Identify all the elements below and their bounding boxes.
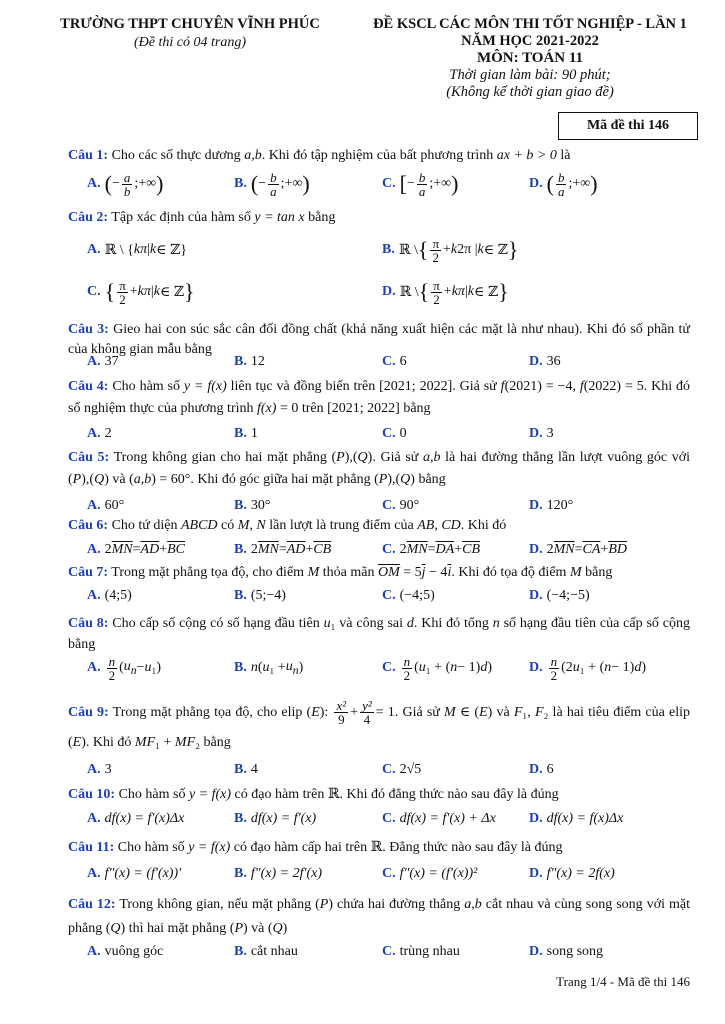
question-label: Câu 7: xyxy=(68,565,109,580)
option-d[interactable]: D. f"(x) = 2f(x) xyxy=(529,866,615,881)
option-a[interactable]: A. df(x) = f'(x)Δx xyxy=(87,811,185,826)
question-9: Câu 9: Trong mặt phẳng tọa độ, cho elip (E): $\frac{\text{x²}}{9}$ + $\frac{\text{y²}}{4}$ = 1. Giả sử M ∈ (E) và F₁, F₂ là hai tiêu điểm của elip (E). Khi đó MF₁ + MF₂ bằng xyxy=(68,698,690,750)
question-8: Câu 8: Cho cấp số cộng có số hạng đầu tiên u₁ và công sai d. Khi đó tổng n số hạng đầu tiên của cấp số cộng bằng xyxy=(68,616,690,652)
question-6-options xyxy=(87,536,697,564)
exam-title: ĐỀ KSCL CÁC MÔN THI TỐT NGHIỆP - LẦN 1 xyxy=(373,16,687,32)
option-a[interactable]: A. 37 xyxy=(87,354,119,369)
question-2: Câu 2: Tập xác định của hàm số y = tan x bằng xyxy=(68,210,336,225)
option-b[interactable]: B. 4 xyxy=(234,762,258,777)
question-label: Câu 2: xyxy=(68,210,109,225)
header-right xyxy=(340,16,720,101)
option-c[interactable]: C. 6 xyxy=(382,354,407,369)
question-2-options-row1 xyxy=(87,236,697,264)
option-b[interactable]: B. f"(x) = 2f'(x) xyxy=(234,866,323,881)
option-d[interactable]: D. 6 xyxy=(529,762,554,777)
option-b[interactable]: B. 30° xyxy=(234,498,271,513)
question-6: Câu 6: Cho tứ diện ABCD có M, N lần lượt là trung điểm của AB, CD. Khi đó xyxy=(68,518,507,533)
option-c[interactable]: C. [ − $\frac{b}{a}$ ;+∞ ) xyxy=(382,169,459,199)
page-footer: Trang 1/4 - Mã đề thi 146 xyxy=(556,974,690,989)
option-c[interactable]: C. $\frac{n}{2}$ ( u ₁ + ( n − 1) d ) xyxy=(382,653,492,683)
header-left xyxy=(40,16,340,51)
option-c[interactable]: C. df(x) = f'(x) + Δx xyxy=(382,811,496,826)
question-8-options xyxy=(87,654,697,686)
question-4-options xyxy=(87,420,697,448)
option-a[interactable]: A. 3 xyxy=(87,762,112,777)
question-7: Câu 7: Trong mặt phẳng tọa độ, cho điểm M thỏa mãn $\overline{OM} = 5\overline{j} - 4\overline{i}$. Khi đó tọa độ điểm M bằng xyxy=(68,565,613,580)
option-c[interactable]: C. 0 xyxy=(382,426,407,441)
question-4: Câu 4: Cho hàm số y = f(x) liên tục và đồng biến trên [2021; 2022]. Giả sử f(2021) = −4, f(2022) = 5. Khi đó số nghiệm thực của phương trình f(x) = 0 trên [2021; 2022] bằng xyxy=(68,379,690,416)
option-d[interactable]: D. (−4;−5) xyxy=(529,588,590,603)
question-10-options xyxy=(87,805,697,833)
option-c[interactable]: C. { $\frac{\pi}{2}$ + kπ | k ∈ ℤ } xyxy=(87,277,195,307)
option-d[interactable]: D. 3 xyxy=(529,426,554,441)
exam-time: Thời gian làm bài: 90 phút; xyxy=(449,67,611,83)
question-label: Câu 3: xyxy=(68,322,109,337)
question-5: Câu 5: Trong không gian cho hai mặt phẳng (P),(Q). Giả sử a,b là hai đường thẳng lần lượt vuông góc với (P),(Q) và (a,b) = 60°. Khi đó góc giữa hai mặt phẳng (P),(Q) bằng xyxy=(68,450,691,487)
pages-note: (Đề thi có 04 trang) xyxy=(134,35,246,50)
option-b[interactable]: B. ℝ \ { $\frac{\pi}{2}$ + k 2π | k ∈ ℤ } xyxy=(382,235,519,265)
question-12-options xyxy=(87,938,697,966)
option-b[interactable]: B. df(x) = f'(x) xyxy=(234,811,317,826)
option-a[interactable]: A. 2 $\overline{MN}$ = $\overline{AD}$ + $\overline{BC}$ xyxy=(87,542,185,557)
option-b[interactable]: B. cắt nhau xyxy=(234,944,298,959)
option-d[interactable]: D. song song xyxy=(529,944,604,959)
question-label: Câu 10: xyxy=(68,787,116,802)
option-c[interactable]: C. 90° xyxy=(382,498,420,513)
option-a[interactable]: A. f"(x) = (f'(x))' xyxy=(87,866,182,881)
option-d[interactable]: D. ( $\frac{b}{a}$ ;+∞ ) xyxy=(529,169,598,199)
option-a[interactable]: A. (4;5) xyxy=(87,588,132,603)
option-b[interactable]: B. ( − $\frac{b}{a}$ ;+∞ ) xyxy=(234,169,310,199)
exam-code-box: Mã đề thi 146 xyxy=(558,112,698,140)
question-label: Câu 11: xyxy=(68,840,115,855)
question-7-options xyxy=(87,582,697,610)
question-label: Câu 1: xyxy=(68,148,109,163)
option-d[interactable]: D. 120° xyxy=(529,498,574,513)
option-d[interactable]: D. 2 $\overline{MN}$ = $\overline{CA}$ + $\overline{BD}$ xyxy=(529,542,627,557)
question-label: Câu 6: xyxy=(68,518,109,533)
question-label: Câu 5: xyxy=(68,450,110,465)
question-11-options xyxy=(87,860,697,888)
option-c[interactable]: C. trùng nhau xyxy=(382,944,460,959)
option-a[interactable]: A. vuông góc xyxy=(87,944,164,959)
question-10: Câu 10: Cho hàm số y = f(x) có đạo hàm trên ℝ. Khi đó đẳng thức nào sau đây là đúng xyxy=(68,787,559,802)
school-year: NĂM HỌC 2021-2022 xyxy=(461,33,599,49)
option-d[interactable]: D. $\frac{n}{2}$ (2 u ₁ + ( n − 1) d ) xyxy=(529,653,646,683)
option-a[interactable]: A. ℝ \ { kπ | k ∈ ℤ} xyxy=(87,242,187,258)
question-3-options xyxy=(87,348,697,376)
option-b[interactable]: B. n ( u ₁ + $u_n$ ) xyxy=(234,659,304,677)
school-name: TRƯỜNG THPT CHUYÊN VĨNH PHÚC xyxy=(60,16,320,32)
option-b[interactable]: B. 1 xyxy=(234,426,258,441)
question-label: Câu 8: xyxy=(68,616,109,631)
question-label: Câu 12: xyxy=(68,897,116,912)
question-3: Câu 3: Gieo hai con súc sắc cân đối đồng chất (khả năng xuất hiện các mặt là như nhau). Khi đó số phần tử của không gian mẫu bằng xyxy=(68,322,691,357)
option-c[interactable]: C. (−4;5) xyxy=(382,588,435,603)
option-a[interactable]: A. 60° xyxy=(87,498,125,513)
question-1: Câu 1: Cho các số thực dương a,b. Khi đó tập nghiệm của bất phương trình ax + b > 0 là xyxy=(68,148,571,163)
option-c[interactable]: C. 2 $\overline{MN}$ = $\overline{DA}$ + $\overline{CB}$ xyxy=(382,542,480,557)
option-d[interactable]: D. ℝ \ { $\frac{\pi}{2}$ + kπ | k ∈ ℤ } xyxy=(382,277,509,307)
option-a[interactable]: A. 2 xyxy=(87,426,112,441)
option-a[interactable]: A. ( − $\frac{a}{b}$ ;+∞ ) xyxy=(87,169,164,199)
option-a[interactable]: A. $\frac{n}{2}$ ( $u_n$ − u ₁) xyxy=(87,653,162,683)
question-label: Câu 9: xyxy=(68,705,109,720)
option-d[interactable]: D. 36 xyxy=(529,354,561,369)
subject: MÔN: TOÁN 11 xyxy=(476,50,584,66)
option-b[interactable]: B. 2 $\overline{MN}$ = $\overline{AD}$ + $\overline{CB}$ xyxy=(234,542,332,557)
question-2-options-row2 xyxy=(87,278,697,306)
question-1-options xyxy=(87,170,697,198)
question-11: Câu 11: Cho hàm số y = f(x) có đạo hàm cấp hai trên ℝ. Đẳng thức nào sau đây là đúng xyxy=(68,840,563,855)
option-c[interactable]: C. 2√5 xyxy=(382,762,422,777)
question-label: Câu 4: xyxy=(68,379,109,394)
question-9-options xyxy=(87,756,697,784)
option-b[interactable]: B. (5;−4) xyxy=(234,588,286,603)
option-c[interactable]: C. f"(x) = (f'(x))² xyxy=(382,866,478,881)
question-12: Câu 12: Trong không gian, nếu mặt phẳng (P) chứa hai đường thẳng a,b cắt nhau và cùng song song với mặt phẳng (Q) thì hai mặt phẳng (P) và (Q) xyxy=(68,897,690,936)
option-b[interactable]: B. 12 xyxy=(234,354,265,369)
option-d[interactable]: D. df(x) = f(x)Δx xyxy=(529,811,624,826)
exam-time-note: (Không kể thời gian giao đề) xyxy=(446,84,614,100)
